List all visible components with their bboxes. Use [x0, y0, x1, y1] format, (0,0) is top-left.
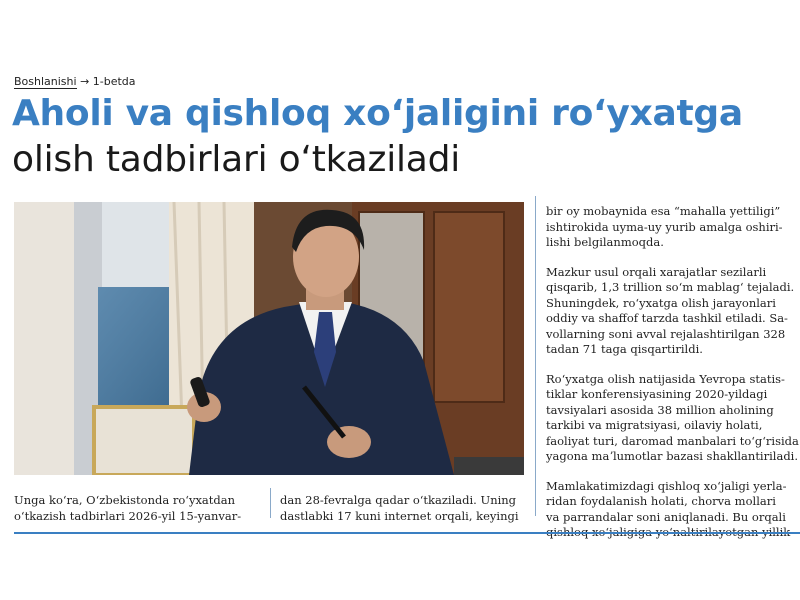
section-link[interactable]: Boshlanishi: [14, 75, 77, 88]
text-line: oʻtkazish tadbirlari 2026-yil 15-yanvar-: [14, 508, 242, 523]
text-line: faoliyat turi, daromad manbalari toʻgʻrisida: [546, 433, 799, 448]
text-line: yagona maʼlumotlar bazasi shakllantiriladi.: [546, 449, 799, 463]
continued-from: 1-betda: [92, 75, 136, 88]
text-line: tiklar konferensiyasining 2020-yildagi: [546, 387, 768, 401]
text-line: ishtirokida uyma-uy yurib amalga oshiri-: [546, 219, 783, 234]
text-line: Shuningdek, roʻyxatga olish jarayonlari: [546, 295, 776, 310]
article-column-right: [546, 204, 799, 555]
article-column-bottom-middle: [280, 493, 525, 524]
text-line: Mazkur usul orqali xarajatlar sezilarli: [546, 264, 767, 279]
column-divider: [270, 488, 271, 518]
text-line: lishi belgilanmoqda.: [546, 235, 664, 249]
paragraph: [546, 264, 795, 358]
text-line: tavsiyalari asosida 38 million aholining: [546, 402, 774, 417]
bottom-rule: [14, 532, 800, 534]
headline-line-1: Aholi va qishloq xoʻjaligini roʻyxatga: [12, 93, 743, 134]
article-photo: [14, 202, 524, 475]
text-line: tadan 71 taga qisqartirildi.: [546, 342, 703, 356]
paragraph: [546, 204, 791, 251]
text-line: va parrandalar soni aniqlanadi. Bu orqali: [546, 509, 786, 524]
headline-line-2: olish tadbirlari oʻtkaziladi: [12, 139, 461, 180]
arrow-icon: →: [80, 75, 90, 88]
text-line: ridan foydalanish holati, chorva mollari: [546, 494, 776, 508]
text-line: Mamlakatimizdagi qishloq xoʻjaligi yerla-: [546, 478, 787, 493]
text-line: Unga koʻra, Oʻzbekistonda roʻyxatdan: [14, 493, 236, 507]
text-line: dan 28-fevralga qadar oʻtkaziladi. Uning: [280, 493, 517, 507]
text-line: vollarning soni avval rejalashtirilgan 328: [546, 326, 786, 341]
text-line: oddiy va shaffof tarzda tashkil etiladi. Sa-: [546, 311, 788, 325]
continuation-kicker: [14, 75, 136, 88]
text-line: tarkibi va migratsiyasi, oilaviy holati,: [546, 418, 763, 432]
column-divider: [535, 196, 536, 516]
text-line: Roʻyxatga olish natijasida Yevropa statis-: [546, 371, 785, 386]
text-line: dastlabki 17 kuni internet orqali, keyingi: [280, 508, 519, 523]
article-column-bottom-left: [14, 493, 259, 524]
paragraph: [546, 371, 799, 465]
text-line: bir oy mobaynida esa “mahalla yettiligi”: [546, 204, 781, 218]
text-line: qisqarib, 1,3 trillion soʻm mablagʻ tejaladi.: [546, 280, 795, 294]
